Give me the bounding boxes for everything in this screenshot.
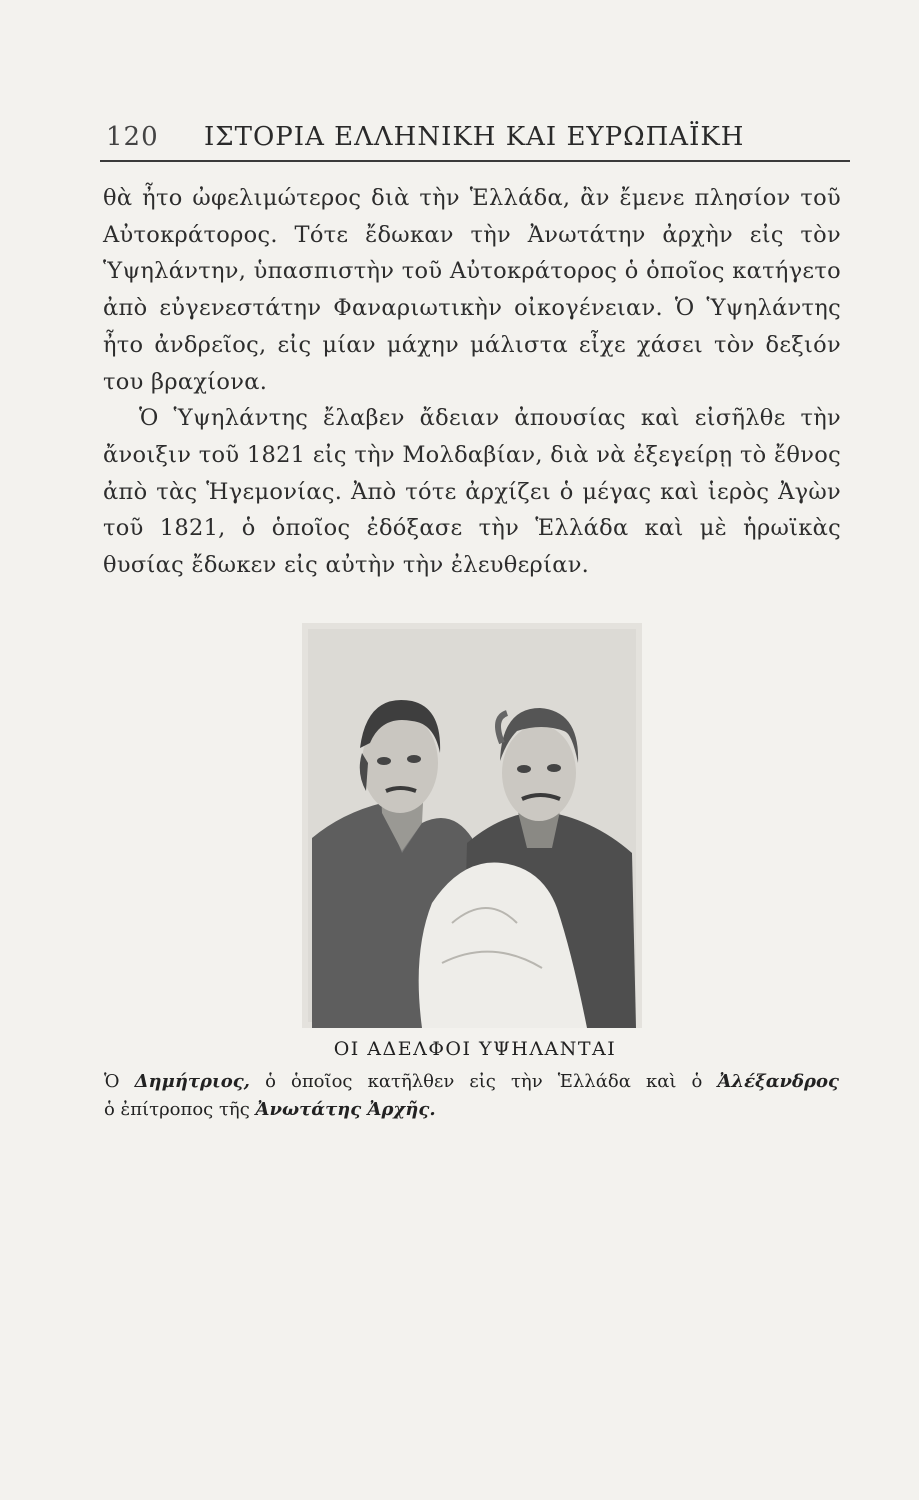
page-header [100, 118, 850, 162]
caption-anotati-archi: Ἀνωτάτης Ἀρχῆς. [255, 1099, 436, 1120]
figure-caption-title: ΟΙ ΑΔΕΛΦΟΙ ΥΨΗΛΑΝΤΑΙ [333, 1038, 617, 1060]
caption-line [104, 1096, 839, 1124]
figure-caption [104, 1068, 839, 1124]
caption-line [104, 1068, 839, 1096]
page-number: 120 [106, 122, 159, 152]
caption-fragment: ὁ ὁποῖος κατῆλθεν εἰς τὴν Ἑλλάδα καὶ ὁ [265, 1071, 703, 1092]
body-text [103, 180, 841, 584]
caption-fragment: Ὁ [104, 1071, 120, 1092]
running-head: ΙΣΤΟΡΙΑ ΕΛΛΗΝΙΚΗ ΚΑΙ ΕΥΡΩΠΑΪΚΗ [204, 122, 745, 152]
portrait-illustration [302, 623, 642, 1028]
caption-name-alexandros: Ἀλέξανδρος [717, 1071, 839, 1092]
caption-name-demetrios: Δημήτριος, [134, 1071, 250, 1092]
paragraph: θὰ ἦτο ὠφελιμώτερος διὰ τὴν Ἑλλάδα, ἂν ἔμενε πλησίον τοῦ Αὐτοκράτορος. Τότε ἔδωκαν τὴν Ἀνωτάτην ἀρχὴν εἰς τὸν Ὑψηλάντην, ὑπασπιστὴν τοῦ Αὐτοκράτορος ὁ ὁποῖος κατήγετο ἀπὸ εὐγενεστάτην Φαναριωτικὴν οἰκογένειαν. Ὁ Ὑψηλάντης ἦτο ἀνδρεῖος, εἰς μίαν μάχην μάλιστα εἶχε χάσει τὸν δεξιόν του βραχίονα. [103, 185, 841, 395]
caption-fragment: ὁ ἐπίτροπος τῆς [104, 1099, 250, 1120]
paragraph: Ὁ Ὑψηλάντης ἔλαβεν ἄδειαν ἀπουσίας καὶ εἰσῆλθε τὴν ἄνοιξιν τοῦ 1821 εἰς τὴν Μολδαβίαν, διὰ νὰ ἐξεγείρῃ τὸ ἔθνος ἀπὸ τὰς Ἡγεμονίας. Ἀπὸ τότε ἀρχίζει ὁ μέγας καὶ ἱερὸς Ἀγὼν τοῦ 1821, ὁ ὁποῖος ἐδόξασε τὴν Ἑλλάδα καὶ μὲ ἡρωϊκὰς θυσίας ἔδωκεν εἰς αὐτὴν τὴν ἐλευθερίαν. [103, 405, 841, 579]
